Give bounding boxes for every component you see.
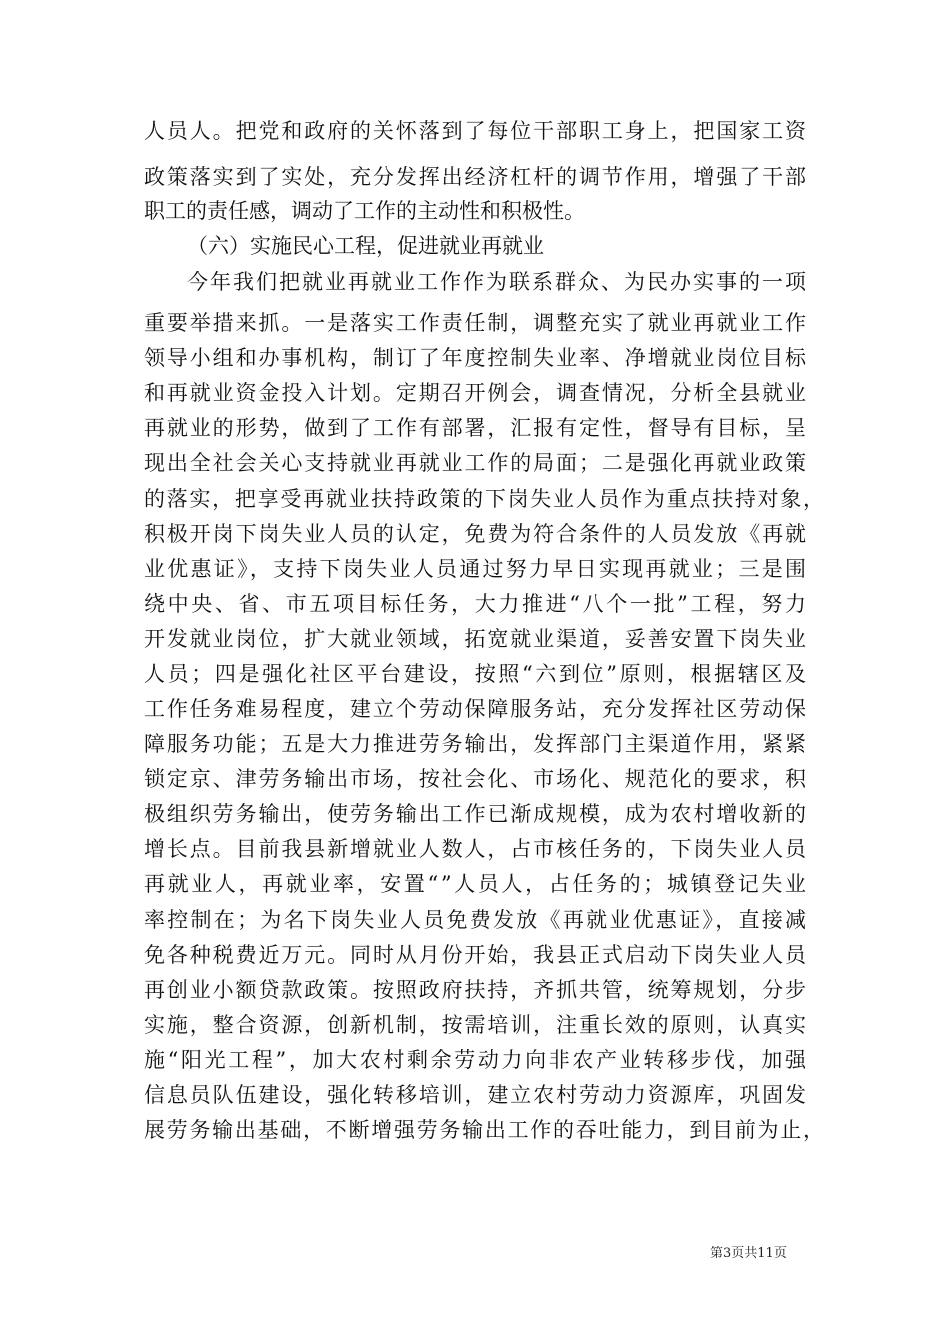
body-line: 和再就业资金投入计划。定期召开例会，调查情况，分析全县就业	[144, 381, 808, 405]
body-line: 绕中央、省、市五项目标任务，大力推进“八个一批”工程，努力	[144, 592, 809, 616]
body-line: 的落实，把享受再就业扶持政策的下岗失业人员作为重点扶持对象，	[144, 487, 826, 511]
body-line: 障服务功能；五是大力推进劳务输出，发挥部门主渠道作用，紧紧	[144, 732, 808, 756]
body-line: 免各种税费近万元。同时从月份开始，我县正式启动下岗失业人员	[144, 943, 808, 967]
body-line: 领导小组和办事机构，制订了年度控制失业率、净增就业岗位目标	[144, 346, 808, 370]
body-line: 今年我们把就业再就业工作作为联系群众、为民办实事的一项	[187, 270, 808, 294]
body-line: 职工的责任感，调动了工作的主动性和积极性。	[144, 199, 585, 223]
body-line: 再创业小额贷款政策。按照政府扶持，齐抓共管，统筹规划，分步	[144, 978, 808, 1002]
body-line: 业优惠证》，支持下岗失业人员通过努力早日实现再就业；三是围	[144, 557, 809, 581]
page-footer: 第3页共11页	[710, 1246, 787, 1261]
body-line: 政策落实到了实处，充分发挥出经济杠杆的调节作用，增强了干部	[144, 165, 808, 189]
body-line: 再就业的形势，做到了工作有部署，汇报有定性，督导有目标，呈	[144, 416, 808, 440]
body-line: 积极开岗下岗失业人员的认定，免费为符合条件的人员发放《再就	[144, 522, 808, 546]
body-line: 极组织劳务输出，使劳务输出工作已渐成规模，成为农村增收新的	[144, 802, 808, 826]
body-line: 再就业人，再就业率，安置“”人员人，占任务的；城镇登记失业	[144, 872, 809, 896]
body-line: 实施，整合资源，创新机制，按需培训，注重长效的原则，认真实	[144, 1013, 808, 1037]
body-line: 施“阳光工程”，加大农村剩余劳动力向非农产业转移步伐，加强	[144, 1048, 809, 1072]
body-line: 工作任务难易程度，建立个劳动保障服务站，充分发挥社区劳动保	[144, 697, 808, 721]
body-line: 锁定京、津劳务输出市场，按社会化、市场化、规范化的要求，积	[144, 767, 808, 791]
body-line: 开发就业岗位，扩大就业领域，拓宽就业渠道，妥善安置下岗失业	[144, 627, 808, 651]
body-line: 人员人。把党和政府的关怀落到了每位干部职工身上，把国家工资	[144, 119, 808, 143]
body-line: 信息员队伍建设，强化转移培训，建立农村劳动力资源库，巩固发	[144, 1083, 808, 1107]
body-line: 人员；四是强化社区平台建设，按照“六到位”原则，根据辖区及	[144, 662, 809, 686]
section-heading: （六）实施民心工程，促进就业再就业	[187, 234, 544, 258]
body-line: 率控制在；为名下岗失业人员免费发放《再就业优惠证》，直接减	[144, 908, 809, 932]
body-line: 增长点。目前我县新增就业人数人，占市核任务的，下岗失业人员	[144, 837, 808, 861]
body-line: 重要举措来抓。一是落实工作责任制，调整充实了就业再就业工作	[144, 311, 808, 335]
body-line: 现出全社会关心支持就业再就业工作的局面；二是强化再就业政策	[144, 451, 808, 475]
body-line: 展劳务输出基础，不断增强劳务输出工作的吞吐能力，到目前为止，	[144, 1118, 826, 1142]
